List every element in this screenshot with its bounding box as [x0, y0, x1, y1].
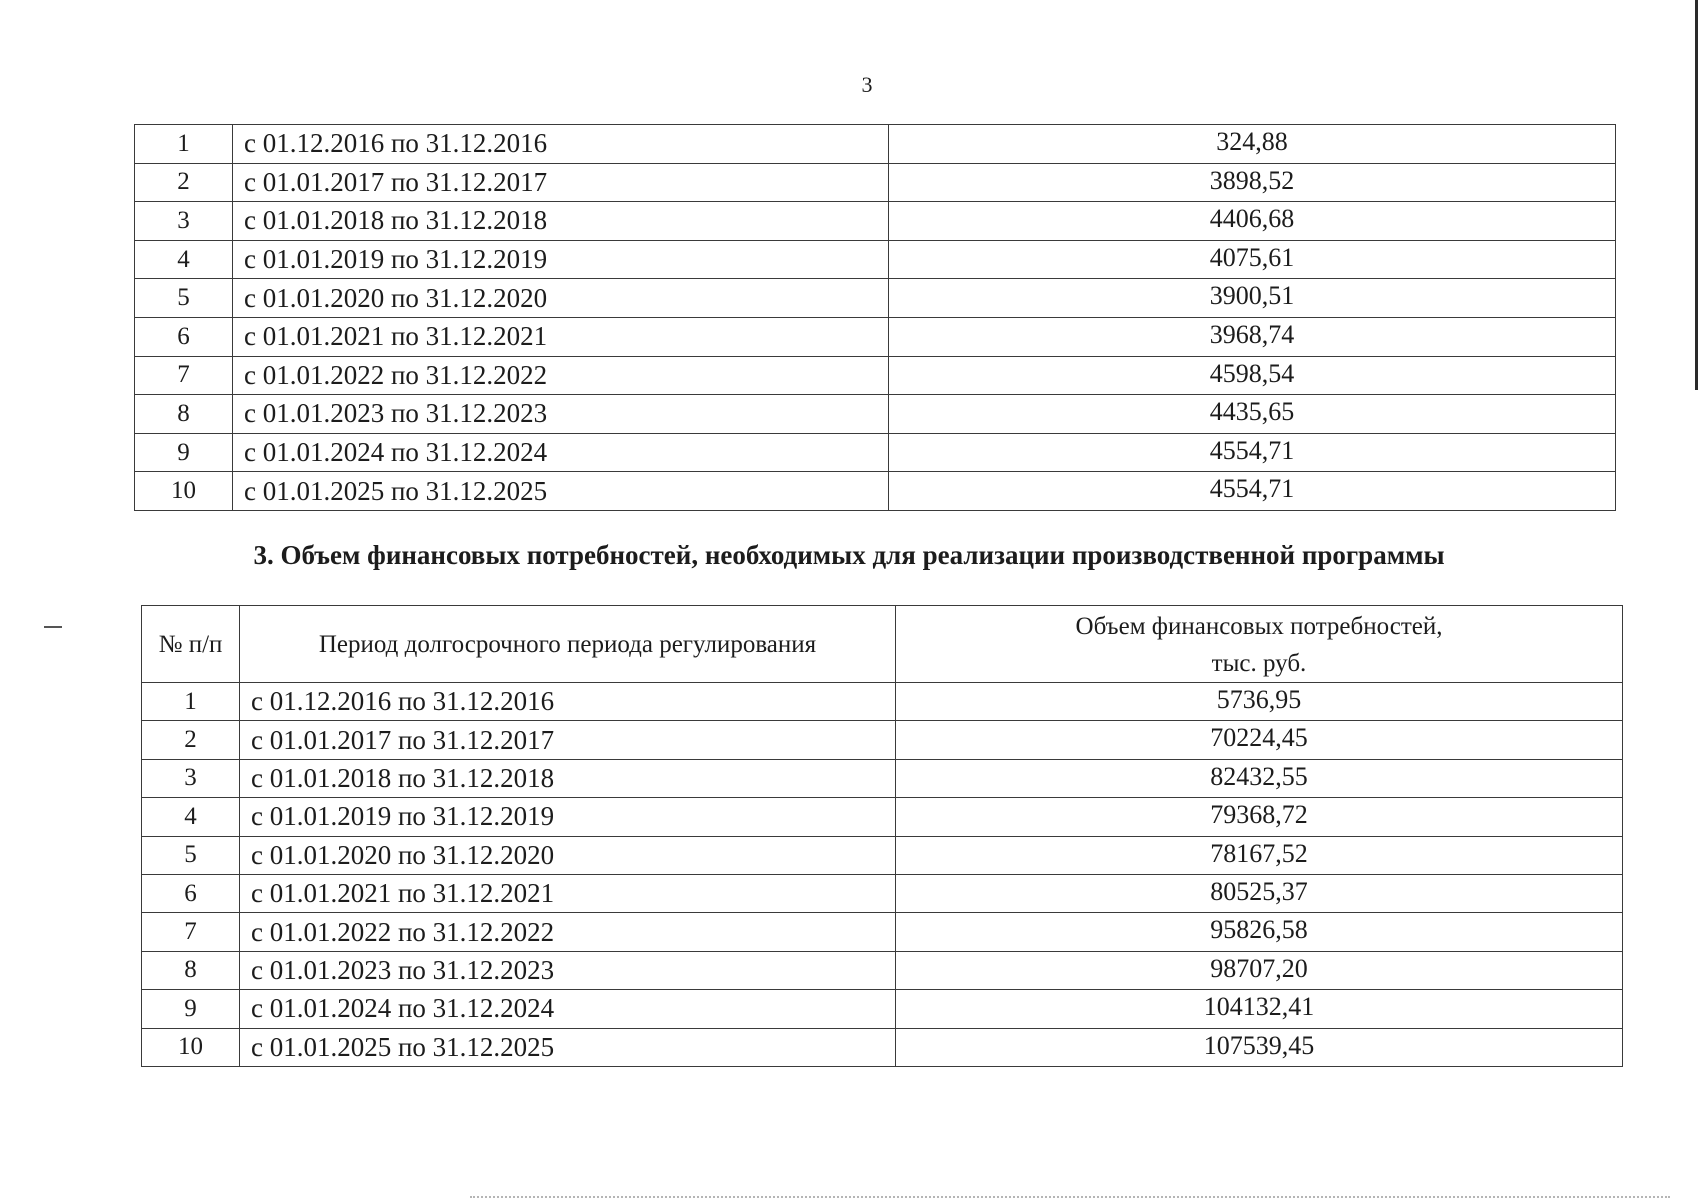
value-cell: 98707,20: [896, 951, 1623, 989]
period-cell: с 01.01.2022 по 31.12.2022: [240, 913, 896, 951]
period-cell: с 01.01.2025 по 31.12.2025: [240, 1028, 896, 1066]
header-number: № п/п: [142, 606, 240, 683]
period-cell: с 01.01.2019 по 31.12.2019: [240, 798, 896, 836]
row-number: 1: [142, 683, 240, 721]
period-cell: с 01.01.2020 по 31.12.2020: [240, 836, 896, 874]
value-cell: 82432,55: [896, 759, 1623, 797]
value-cell: 107539,45: [896, 1028, 1623, 1066]
row-number: 2: [142, 721, 240, 759]
row-number: 6: [142, 874, 240, 912]
table-1: [134, 124, 1616, 511]
table-row: [135, 125, 1616, 164]
value-cell: 324,88: [889, 125, 1616, 164]
row-number: 7: [142, 913, 240, 951]
row-number: 6: [135, 317, 233, 356]
table-row: [135, 433, 1616, 472]
row-number: 4: [142, 798, 240, 836]
table-row: [135, 279, 1616, 318]
period-cell: с 01.01.2023 по 31.12.2023: [233, 395, 889, 434]
table-row: [142, 951, 1623, 989]
value-cell: 78167,52: [896, 836, 1623, 874]
table-2: [141, 605, 1623, 1067]
table-row: [142, 990, 1623, 1028]
table-row: [135, 317, 1616, 356]
value-cell: 3898,52: [889, 163, 1616, 202]
table-row: [135, 395, 1616, 434]
table-row: [142, 1028, 1623, 1066]
header-row: [142, 606, 1623, 683]
header-value-line-2: тыс. руб.: [1211, 650, 1307, 677]
table-row: [142, 798, 1623, 836]
header-period: Период долгосрочного периода регулирования: [240, 606, 896, 683]
row-number: 3: [135, 202, 233, 241]
value-cell: 4554,71: [889, 472, 1616, 511]
table-row: [142, 874, 1623, 912]
period-cell: с 01.01.2020 по 31.12.2020: [233, 279, 889, 318]
value-cell: 4435,65: [889, 395, 1616, 434]
value-cell: 4554,71: [889, 433, 1616, 472]
table-row: [142, 913, 1623, 951]
value-cell: 104132,41: [896, 990, 1623, 1028]
period-cell: с 01.01.2018 по 31.12.2018: [240, 759, 896, 797]
table-row: [135, 240, 1616, 279]
period-cell: с 01.01.2024 по 31.12.2024: [233, 433, 889, 472]
table-row: [135, 472, 1616, 511]
row-number: 5: [142, 836, 240, 874]
table-row: [142, 759, 1623, 797]
period-cell: с 01.01.2017 по 31.12.2017: [233, 163, 889, 202]
row-number: 10: [142, 1028, 240, 1066]
row-number: 8: [135, 395, 233, 434]
scan-margin-mark: [44, 626, 62, 628]
table-row: [135, 356, 1616, 395]
table-2-header: [142, 606, 1623, 683]
period-cell: с 01.01.2023 по 31.12.2023: [240, 951, 896, 989]
row-number: 9: [142, 990, 240, 1028]
value-cell: 95826,58: [896, 913, 1623, 951]
row-number: 2: [135, 163, 233, 202]
value-cell: 4075,61: [889, 240, 1616, 279]
header-value-line-1: Объем финансовых потребностей,: [1075, 613, 1443, 640]
header-value: [896, 606, 1623, 683]
value-cell: 4598,54: [889, 356, 1616, 395]
section-3-title: 3. Объем финансовых потребностей, необходимых для реализации производственной программы: [253, 540, 1445, 570]
row-number: 1: [135, 125, 233, 164]
table-row: [135, 202, 1616, 241]
table-2-body: [142, 683, 1623, 1067]
value-cell: 70224,45: [896, 721, 1623, 759]
period-cell: с 01.12.2016 по 31.12.2016: [240, 683, 896, 721]
page-number: 3: [861, 72, 873, 97]
period-cell: с 01.01.2018 по 31.12.2018: [233, 202, 889, 241]
value-cell: 5736,95: [896, 683, 1623, 721]
row-number: 7: [135, 356, 233, 395]
row-number: 5: [135, 279, 233, 318]
value-cell: 79368,72: [896, 798, 1623, 836]
scan-bottom-artifact: [470, 1196, 1670, 1200]
table-row: [135, 163, 1616, 202]
period-cell: с 01.12.2016 по 31.12.2016: [233, 125, 889, 164]
value-cell: 4406,68: [889, 202, 1616, 241]
value-cell: 3900,51: [889, 279, 1616, 318]
period-cell: с 01.01.2021 по 31.12.2021: [233, 317, 889, 356]
table-row: [142, 721, 1623, 759]
row-number: 4: [135, 240, 233, 279]
table-row: [142, 836, 1623, 874]
row-number: 8: [142, 951, 240, 989]
row-number: 10: [135, 472, 233, 511]
period-cell: с 01.01.2017 по 31.12.2017: [240, 721, 896, 759]
period-cell: с 01.01.2022 по 31.12.2022: [233, 356, 889, 395]
row-number: 9: [135, 433, 233, 472]
period-cell: с 01.01.2021 по 31.12.2021: [240, 874, 896, 912]
period-cell: с 01.01.2019 по 31.12.2019: [233, 240, 889, 279]
period-cell: с 01.01.2025 по 31.12.2025: [233, 472, 889, 511]
table-row: [142, 683, 1623, 721]
period-cell: с 01.01.2024 по 31.12.2024: [240, 990, 896, 1028]
value-cell: 3968,74: [889, 317, 1616, 356]
row-number: 3: [142, 759, 240, 797]
value-cell: 80525,37: [896, 874, 1623, 912]
table-1-body: [135, 125, 1616, 511]
